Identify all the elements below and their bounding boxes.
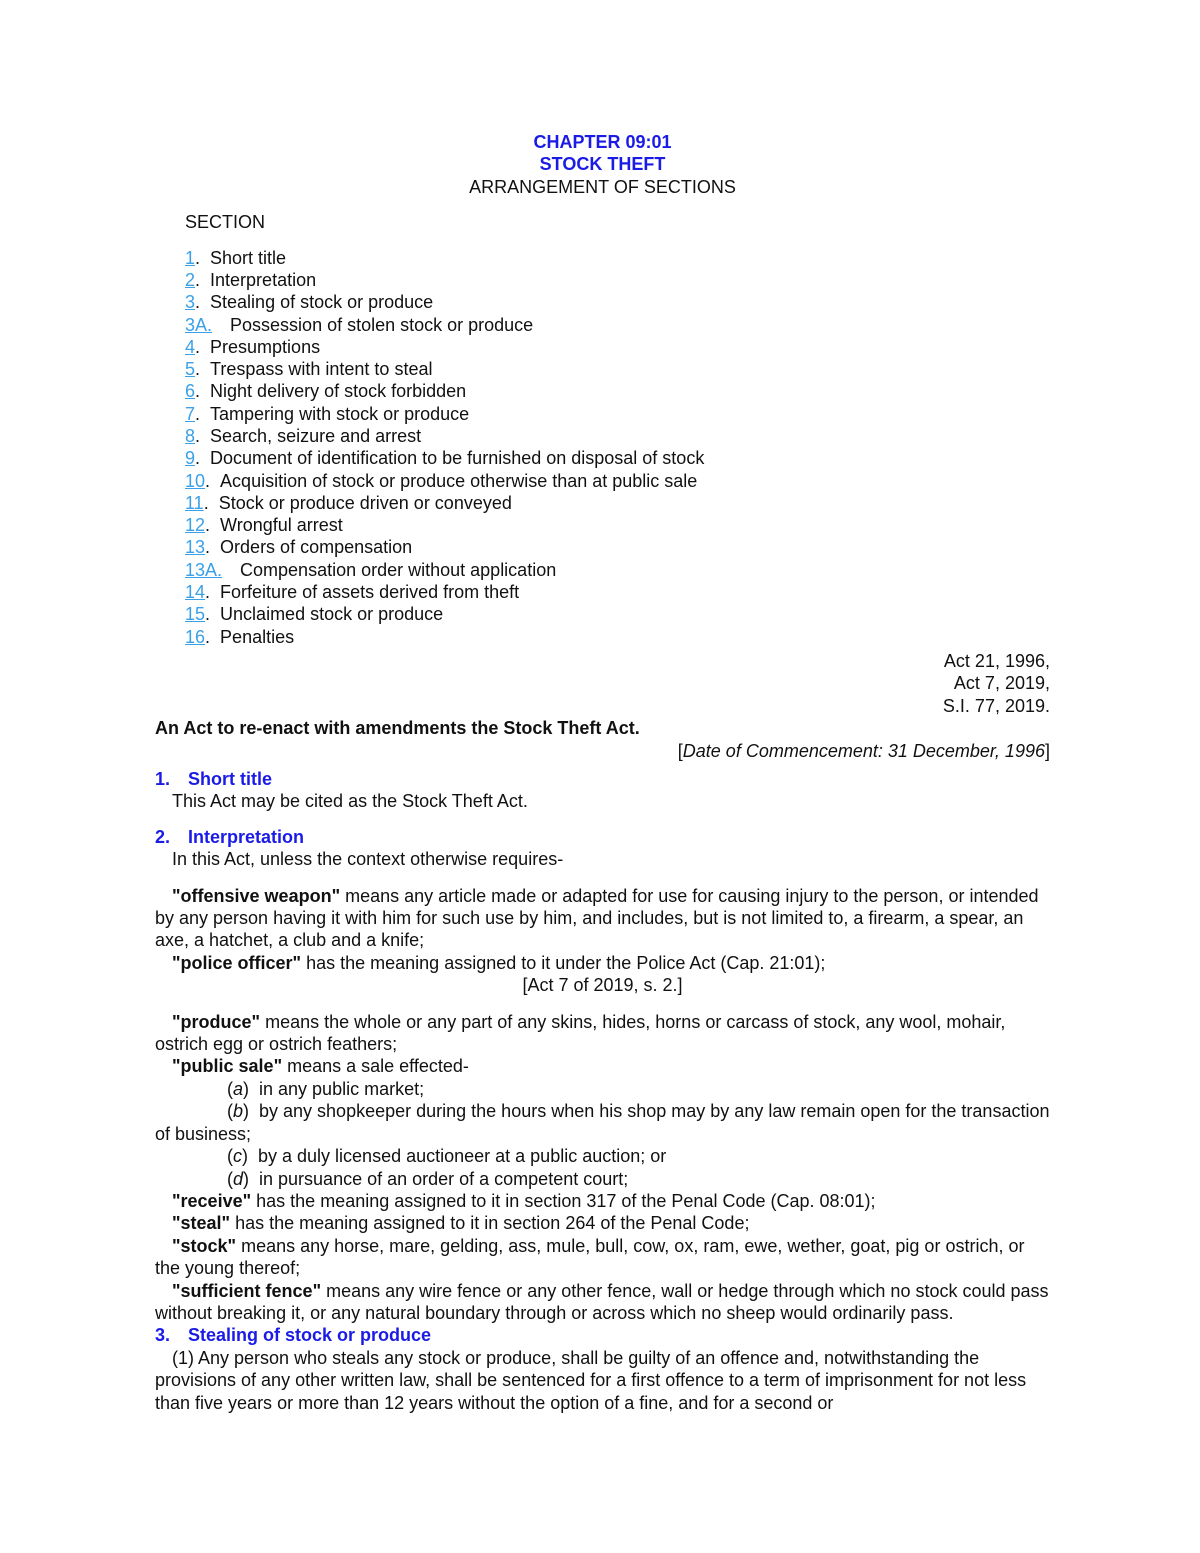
enacting-acts: [155, 650, 1050, 717]
definition-offensive-weapon: "offensive weapon" means any article made or adapted for use for causing injury to the person, or intended by any person having it with him for such use by him, and includes, but is not limited to, a firearm, a spear, an axe, a hatchet, a club and a knife;: [155, 885, 1039, 951]
document-page: [155, 131, 1050, 1414]
section-1-body: This Act may be cited as the Stock Theft Act.: [172, 791, 528, 812]
toc-label: Possession of stolen stock or produce: [230, 314, 534, 335]
toc-link[interactable]: 13A.: [185, 559, 223, 580]
toc-item[interactable]: 12 . Wrongful arrest: [185, 515, 343, 536]
toc-label: Penalties: [220, 626, 295, 647]
toc-link[interactable]: 5: [185, 359, 196, 380]
definition-public-sale: "public sale" means a sale effected-: [172, 1056, 469, 1077]
toc-link[interactable]: 1: [185, 247, 196, 268]
toc-label: Stock or produce driven or conveyed: [218, 492, 512, 513]
toc-item[interactable]: 5 . Trespass with intent to steal: [185, 359, 433, 380]
section-label: SECTION: [185, 212, 266, 233]
toc-item[interactable]: 10 . Acquisition of stock or produce otherwise than at public sale: [185, 470, 698, 491]
chapter-number: CHAPTER 09:01: [533, 132, 672, 152]
toc-link[interactable]: 2: [185, 269, 196, 290]
commencement-date: [Date of Commencement: 31 December, 1996]: [677, 740, 1050, 761]
toc-item[interactable]: 4 . Presumptions: [185, 336, 321, 357]
section-3-heading: 3. Stealing of stock or produce: [155, 1325, 432, 1346]
subparagraph-a: (a) in any public market;: [227, 1078, 425, 1099]
toc-item[interactable]: 3 . Stealing of stock or produce: [185, 292, 434, 313]
toc-item[interactable]: 16 . Penalties: [185, 626, 295, 647]
table-of-contents: [185, 247, 1050, 648]
definition-produce: "produce" means the whole or any part of any skins, hides, horns or carcass of stock, any wool, mohair, ostrich egg or ostrich feathers;: [155, 1011, 1006, 1055]
act-reference: Act 21, 1996,: [943, 650, 1050, 671]
toc-link[interactable]: 3A.: [185, 314, 213, 335]
toc-link[interactable]: 11: [185, 492, 204, 513]
toc-link[interactable]: 15: [185, 604, 206, 625]
toc-label: Forfeiture of assets derived from theft: [220, 582, 520, 603]
toc-link[interactable]: 8: [185, 426, 196, 446]
section-3-body: (1) Any person who steals any stock or produce, shall be guilty of an offence and, notwithstanding the provisions of any other written law, shall be sentenced for a first offence to a term of imprisonment for not less than five years or more than 12 years without the option of a fine, and for a second or: [155, 1347, 1027, 1413]
toc-label: Compensation order without application: [240, 559, 557, 580]
toc-item[interactable]: 7 . Tampering with stock or produce: [185, 403, 470, 424]
toc-item[interactable]: 9 . Document of identification to be furnished on disposal of stock: [185, 448, 705, 469]
toc-item[interactable]: [185, 314, 1050, 336]
long-title: An Act to re-enact with amendments the Stock Theft Act.: [155, 718, 640, 739]
toc-item[interactable]: 1 . Short title: [185, 247, 287, 268]
toc-link[interactable]: 16: [185, 626, 206, 647]
act-reference: S.I. 77, 2019.: [942, 695, 1050, 716]
toc-item[interactable]: 11 . Stock or produce driven or conveyed: [185, 492, 512, 513]
toc-item[interactable]: 15 . Unclaimed stock or produce: [185, 604, 444, 625]
toc-label: Night delivery of stock forbidden: [210, 381, 467, 402]
toc-link[interactable]: 3: [185, 292, 196, 313]
subparagraph-d: (d) in pursuance of an order of a competent court;: [227, 1168, 629, 1189]
toc-link[interactable]: 6: [185, 381, 196, 402]
toc-item[interactable]: [185, 559, 1050, 581]
chapter-title: STOCK THEFT: [539, 154, 666, 175]
section-2-intro: In this Act, unless the context otherwise requires-: [172, 849, 564, 870]
subparagraph-c: (c) by a duly licensed auctioneer at a public auction; or: [227, 1146, 667, 1167]
toc-label: Search, seizure and arrest: [210, 426, 422, 446]
amendment-note: [Act 7 of 2019, s. 2.]: [522, 975, 683, 996]
toc-link[interactable]: 7: [185, 403, 196, 424]
subparagraph-b: (b) by any shopkeeper during the hours when his shop may by any law remain open for the transaction of business;: [155, 1101, 1050, 1144]
toc-label: Interpretation: [210, 269, 317, 290]
toc-item[interactable]: 8 . Search, seizure and arrest: [185, 426, 422, 446]
toc-item[interactable]: 6 . Night delivery of stock forbidden: [185, 381, 467, 402]
toc-label: Wrongful arrest: [220, 515, 343, 536]
toc-label: Stealing of stock or produce: [210, 292, 434, 313]
toc-link[interactable]: 4: [185, 336, 196, 357]
toc-item[interactable]: 14 . Forfeiture of assets derived from theft: [185, 582, 520, 603]
toc-link[interactable]: 13: [185, 537, 206, 558]
toc-link[interactable]: 14: [185, 582, 206, 603]
toc-label: Unclaimed stock or produce: [220, 604, 444, 625]
toc-link[interactable]: 12: [185, 515, 206, 536]
section-2-heading: 2. Interpretation: [155, 826, 305, 847]
definition-stock: "stock" means any horse, mare, gelding, ass, mule, bull, cow, ox, ram, ewe, wether, goat, pig or ostrich, or the young thereof;: [155, 1235, 1025, 1279]
toc-item[interactable]: 13 . Orders of compensation: [185, 537, 413, 558]
definition-steal: "steal" has the meaning assigned to it in section 264 of the Penal Code;: [172, 1213, 750, 1234]
act-reference: Act 7, 2019,: [953, 673, 1050, 694]
toc-label: Trespass with intent to steal: [210, 359, 433, 380]
toc-label: Presumptions: [210, 336, 321, 357]
section-1-heading: 1. Short title: [155, 769, 272, 789]
toc-label: Acquisition of stock or produce otherwise than at public sale: [220, 470, 698, 491]
toc-link[interactable]: 9: [185, 448, 196, 469]
toc-label: Document of identification to be furnished on disposal of stock: [210, 448, 705, 469]
definition-receive: "receive" has the meaning assigned to it in section 317 of the Penal Code (Cap. 08:01);: [172, 1190, 876, 1211]
toc-item[interactable]: 2 . Interpretation: [185, 269, 317, 290]
toc-label: Orders of compensation: [220, 537, 413, 558]
toc-label: Short title: [210, 247, 287, 268]
arrangement-heading: ARRANGEMENT OF SECTIONS: [469, 176, 736, 197]
toc-label: Tampering with stock or produce: [210, 403, 470, 424]
definition-sufficient-fence: "sufficient fence" means any wire fence or any other fence, wall or hedge through which no stock could pass without breaking it, or any natural boundary through or across which no sheep would ordinarily pass.: [155, 1280, 1049, 1323]
definition-police-officer: "police officer" has the meaning assigned to it under the Police Act (Cap. 21:01);: [172, 952, 826, 973]
toc-link[interactable]: 10: [185, 470, 206, 491]
